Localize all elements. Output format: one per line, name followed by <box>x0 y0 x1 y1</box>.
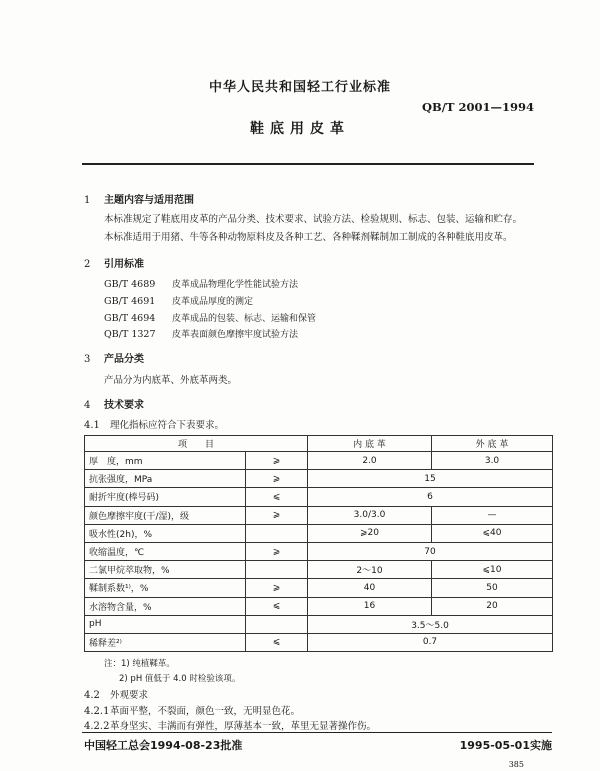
row-operator: ⩾ <box>246 579 308 597</box>
section-2-heading: 2 引用标准 <box>84 259 144 270</box>
row-operator: ⩾ <box>246 542 308 560</box>
section-1-para-2: 本标准适用于用猪、牛等各种动物原料皮及各种工艺、各种鞣剂鞣制加工制成的各种鞋底用皮革。 <box>104 232 513 243</box>
table-row <box>85 597 553 615</box>
row-outer-value: ⩽40 <box>432 524 553 542</box>
row-outer-value: 20 <box>432 597 553 615</box>
section-3-para: 产品分为内底革、外底革两类。 <box>104 375 238 386</box>
row-inner-value: 40 <box>308 579 432 597</box>
issuing-organization: 中华人民共和国轻工行业标准 <box>208 80 391 95</box>
page-number: 385 <box>508 760 524 769</box>
row-merged-value: 6 <box>308 488 553 506</box>
section-1-para-1: 本标准规定了鞋底用皮革的产品分类、技术要求、试验方法、检验规则、标志、包装、运输和贮存。 <box>104 214 523 225</box>
row-item: 颜色摩擦牢度(干/湿)，级 <box>85 506 246 524</box>
row-item: 抗张强度，MPa <box>85 470 246 488</box>
row-merged-value: 3.5～5.0 <box>308 615 553 633</box>
row-operator: ⩾ <box>246 506 308 524</box>
row-inner-value: 3.0/3.0 <box>308 506 432 524</box>
row-operator: ⩽ <box>246 488 308 506</box>
clause-4-2: 4.2 外观要求 <box>84 690 149 701</box>
table-note-2: 2) pH 值低于 4.0 时检验该项。 <box>119 674 241 684</box>
row-operator <box>246 615 308 633</box>
physical-chemical-index-table <box>84 435 553 652</box>
row-outer-value: ⩽10 <box>432 561 553 579</box>
header-item: 项 目 <box>85 436 308 452</box>
row-item: 收缩温度，℃ <box>85 542 246 560</box>
row-item: 二氯甲烷萃取物，% <box>85 561 246 579</box>
effective-date: 1995-05-01实施 <box>459 739 552 752</box>
row-item: 吸水性(2h)，% <box>85 524 246 542</box>
section-4-heading: 4 技术要求 <box>84 400 144 411</box>
reference-item: GB/T 4694 皮革成品的包装、标志、运输和保管 <box>104 313 317 324</box>
row-merged-value: 15 <box>308 470 553 488</box>
footer-rule <box>82 732 552 733</box>
row-operator: ⩽ <box>246 633 308 651</box>
clause-4-1: 4.1 理化指标应符合下表要求。 <box>84 420 225 431</box>
section-1-heading: 1 主题内容与适用范围 <box>84 195 194 206</box>
table-row <box>85 524 553 542</box>
reference-item: GB/T 4691 皮革成品厚度的测定 <box>104 296 254 307</box>
row-item: 厚 度，mm <box>85 452 246 470</box>
clause-4-2-1: 4.2.1革面平整，不裂面，颜色一致，无明显色花。 <box>84 706 301 717</box>
header-outer-sole: 外 底 革 <box>432 436 553 452</box>
table-header-row <box>85 436 553 452</box>
table-row <box>85 561 553 579</box>
document-title: 鞋底用皮革 <box>250 121 350 137</box>
reference-item: QB/T 1327 皮革表面颜色摩擦牢度试验方法 <box>104 329 299 340</box>
row-item: 耐折牢度(棒号码) <box>85 488 246 506</box>
row-item: pH <box>85 615 246 633</box>
row-item: 鞣制系数¹⁾，% <box>85 579 246 597</box>
table-row <box>85 542 553 560</box>
table-note-1: 注：1) 纯植鞣革。 <box>104 659 175 669</box>
section-3-heading: 3 产品分类 <box>84 354 144 365</box>
row-inner-value: 16 <box>308 597 432 615</box>
reference-item: GB/T 4689 皮革成品物理化学性能试验方法 <box>104 279 299 290</box>
table-row <box>85 579 553 597</box>
row-outer-value: 3.0 <box>432 452 553 470</box>
table-row <box>85 470 553 488</box>
row-item: 稀释差²⁾ <box>85 633 246 651</box>
row-outer-value: 50 <box>432 579 553 597</box>
row-inner-value: 2～10 <box>308 561 432 579</box>
row-operator: ⩾ <box>246 452 308 470</box>
table-row <box>85 452 553 470</box>
row-merged-value: 0.7 <box>308 633 553 651</box>
header-rule <box>82 163 534 165</box>
row-outer-value: — <box>432 506 553 524</box>
approval-date: 中国轻工总会1994-08-23批准 <box>84 739 243 752</box>
standard-code: QB/T 2001—1994 <box>421 100 534 114</box>
row-item: 水溶物含量，% <box>85 597 246 615</box>
table-row <box>85 633 553 651</box>
row-inner-value: 2.0 <box>308 452 432 470</box>
row-operator <box>246 561 308 579</box>
row-operator <box>246 524 308 542</box>
table-row <box>85 615 553 633</box>
row-operator: ⩽ <box>246 597 308 615</box>
table-row <box>85 488 553 506</box>
row-operator: ⩾ <box>246 470 308 488</box>
header-inner-sole: 内 底 革 <box>308 436 432 452</box>
row-merged-value: 70 <box>308 542 553 560</box>
table-row <box>85 506 553 524</box>
row-inner-value: ⩾20 <box>308 524 432 542</box>
clause-4-2-2: 4.2.2革身坚实、丰满而有弹性，厚薄基本一致，革里无显著操作伤。 <box>84 721 377 732</box>
